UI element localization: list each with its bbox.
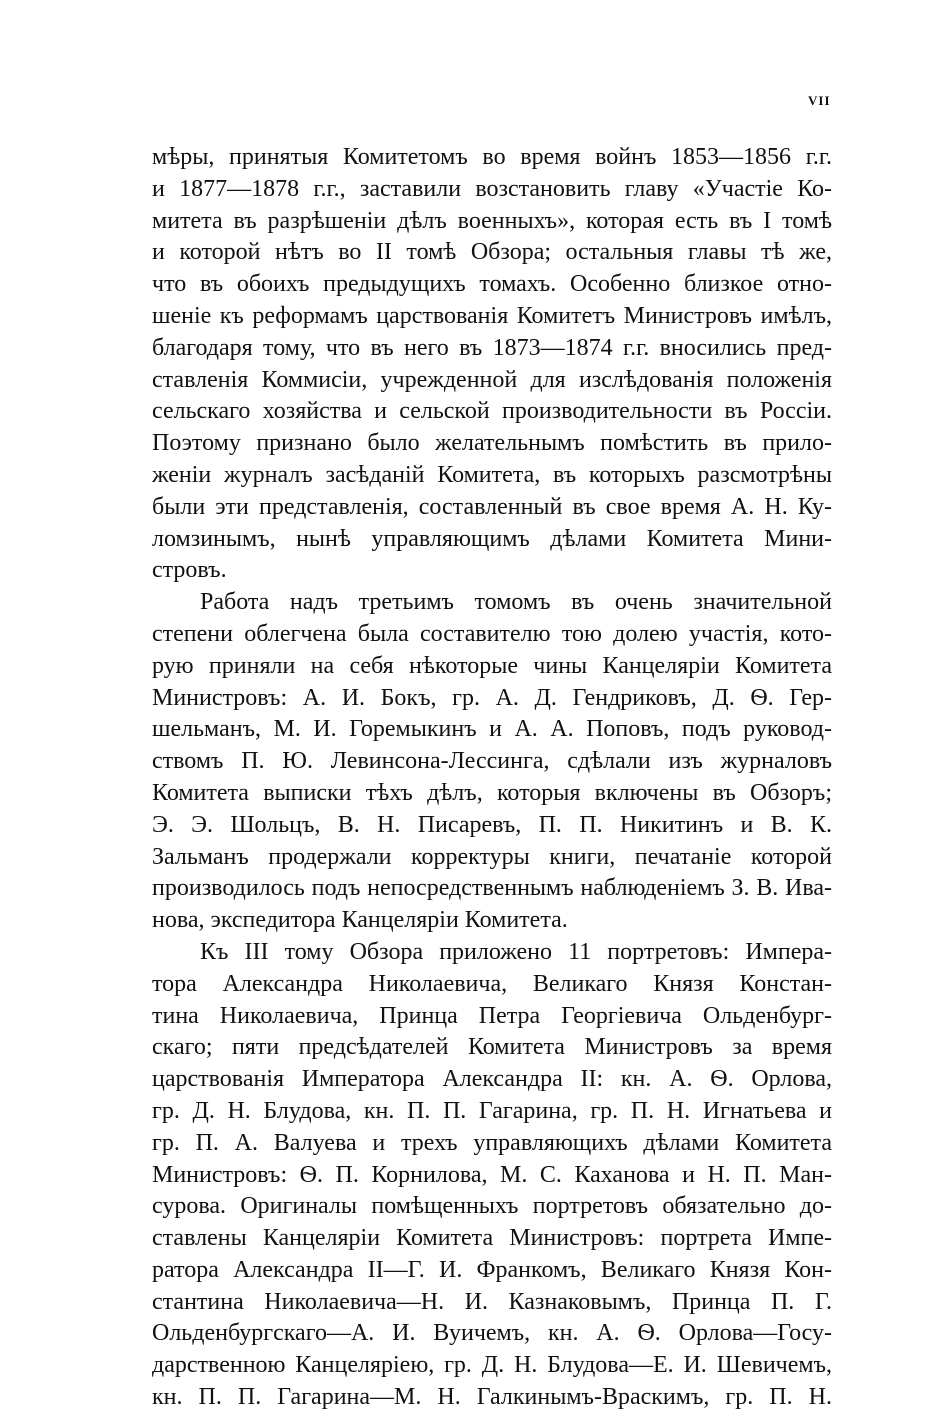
text-line: стровъ. xyxy=(152,557,227,584)
text-line: шеніе къ реформамъ царствованія Комитетъ Министровъ имѣлъ, xyxy=(152,302,832,329)
text-line: производилось подъ непосредственнымъ наблюденіемъ З. В. Ива- xyxy=(152,875,832,902)
text-line: ломзинымъ, нынѣ управляющимъ дѣлами Комитета Мини- xyxy=(152,525,832,552)
text-line: сельскаго хозяйства и сельской производительности въ Россіи. xyxy=(152,398,832,425)
text-line: рую приняли на себя нѣкоторые чины Канцеляріи Комитета xyxy=(152,652,832,679)
text-line: шельманъ, М. И. Горемыкинъ и А. А. Поповъ, подъ руковод- xyxy=(152,716,832,743)
text-line: скаго; пяти предсѣдателей Комитета Министровъ за время xyxy=(152,1034,832,1061)
body-text xyxy=(152,142,832,1414)
text-line: Комитета выписки тѣхъ дѣлъ, которыя включены въ Обзоръ; xyxy=(152,779,832,806)
text-line: ратора Александра II—Г. И. Франкомъ, Великаго Князя Кон- xyxy=(152,1256,832,1283)
text-line: и 1877—1878 г.г., заставили возстановить главу «Участіе Ко- xyxy=(152,175,832,202)
text-line: Зальманъ продержали корректуры книги, печатаніе которой xyxy=(152,843,832,870)
text-line: Къ III тому Обзора приложено 11 портретовъ: Импера- xyxy=(200,938,832,965)
text-line: благодаря тому, что въ него въ 1873—1874 г.г. вносились пред- xyxy=(152,334,832,361)
text-line: мѣры, принятыя Комитетомъ во время войнъ 1853—1856 г.г. xyxy=(152,144,832,170)
text-line: Ольденбургскаго—А. И. Вуичемъ, кн. А. Ѳ. Орлова—Госу- xyxy=(152,1320,832,1347)
text-line: Э. Э. Шольцъ, В. Н. Писаревъ, П. П. Никитинъ и В. К. xyxy=(152,811,832,838)
text-line: ставлены Канцеляріи Комитета Министровъ: портрета Импе- xyxy=(152,1225,832,1252)
text-line: нова, экспедитора Канцеляріи Комитета. xyxy=(152,907,568,934)
page-number: VII xyxy=(808,93,831,108)
text-line: стантина Николаевича—Н. И. Казнаковымъ, Принца П. Г. xyxy=(152,1288,832,1315)
text-line: Министровъ: А. И. Бокъ, гр. А. Д. Гендриковъ, Д. Ѳ. Гер- xyxy=(152,684,832,711)
text-line: сурова. Оригиналы помѣщенныхъ портретовъ обязательно до- xyxy=(152,1193,832,1220)
text-line: дарственною Канцеляріею, гр. Д. Н. Блудова—Е. И. Шевичемъ, xyxy=(152,1352,832,1379)
text-line: Поэтому признано было желательнымъ помѣстить въ прило- xyxy=(152,430,832,457)
text-line: женіи журналъ засѣданій Комитета, въ которыхъ разсмотрѣны xyxy=(152,461,832,488)
paragraph-1 xyxy=(152,142,832,587)
paragraph-2 xyxy=(152,587,832,937)
text-line: ставленія Коммисіи, учрежденной для изслѣдованія положенія xyxy=(152,366,832,393)
text-line: были эти представленія, составленный въ свое время А. Н. Ку- xyxy=(152,493,832,520)
text-line: царствованія Императора Александра II: кн. А. Ѳ. Орлова, xyxy=(152,1066,832,1093)
text-line: ствомъ П. Ю. Левинсона-Лессинга, сдѣлали изъ журналовъ xyxy=(152,748,832,775)
text-line: кн. П. П. Гагарина—М. Н. Галкинымъ-Враскимъ, гр. П. Н. xyxy=(152,1384,832,1411)
text-line: митета въ разрѣшеніи дѣлъ военныхъ», которая есть въ I томѣ xyxy=(152,207,832,234)
text-line: степени облегчена была составителю тою долею участія, кото- xyxy=(152,620,832,647)
text-line: гр. П. А. Валуева и трехъ управляющихъ дѣлами Комитета xyxy=(152,1129,832,1156)
text-line: Работа надъ третьимъ томомъ въ очень значительной xyxy=(200,589,832,616)
text-line: что въ обоихъ предыдущихъ томахъ. Особенно близкое отно- xyxy=(152,271,832,298)
text-line: и которой нѣтъ во II томѣ Обзора; остальныя главы тѣ же, xyxy=(152,239,832,266)
text-line: тора Александра Николаевича, Великаго Князя Констан- xyxy=(152,970,832,997)
text-line: тина Николаевича, Принца Петра Георгіевича Ольденбург- xyxy=(152,1002,832,1029)
text-line: Министровъ: Ѳ. П. Корнилова, М. С. Каханова и Н. П. Ман- xyxy=(152,1161,832,1188)
text-line: гр. Д. Н. Блудова, кн. П. П. Гагарина, гр. П. Н. Игнатьева и xyxy=(152,1097,832,1124)
paragraph-3 xyxy=(152,937,832,1414)
